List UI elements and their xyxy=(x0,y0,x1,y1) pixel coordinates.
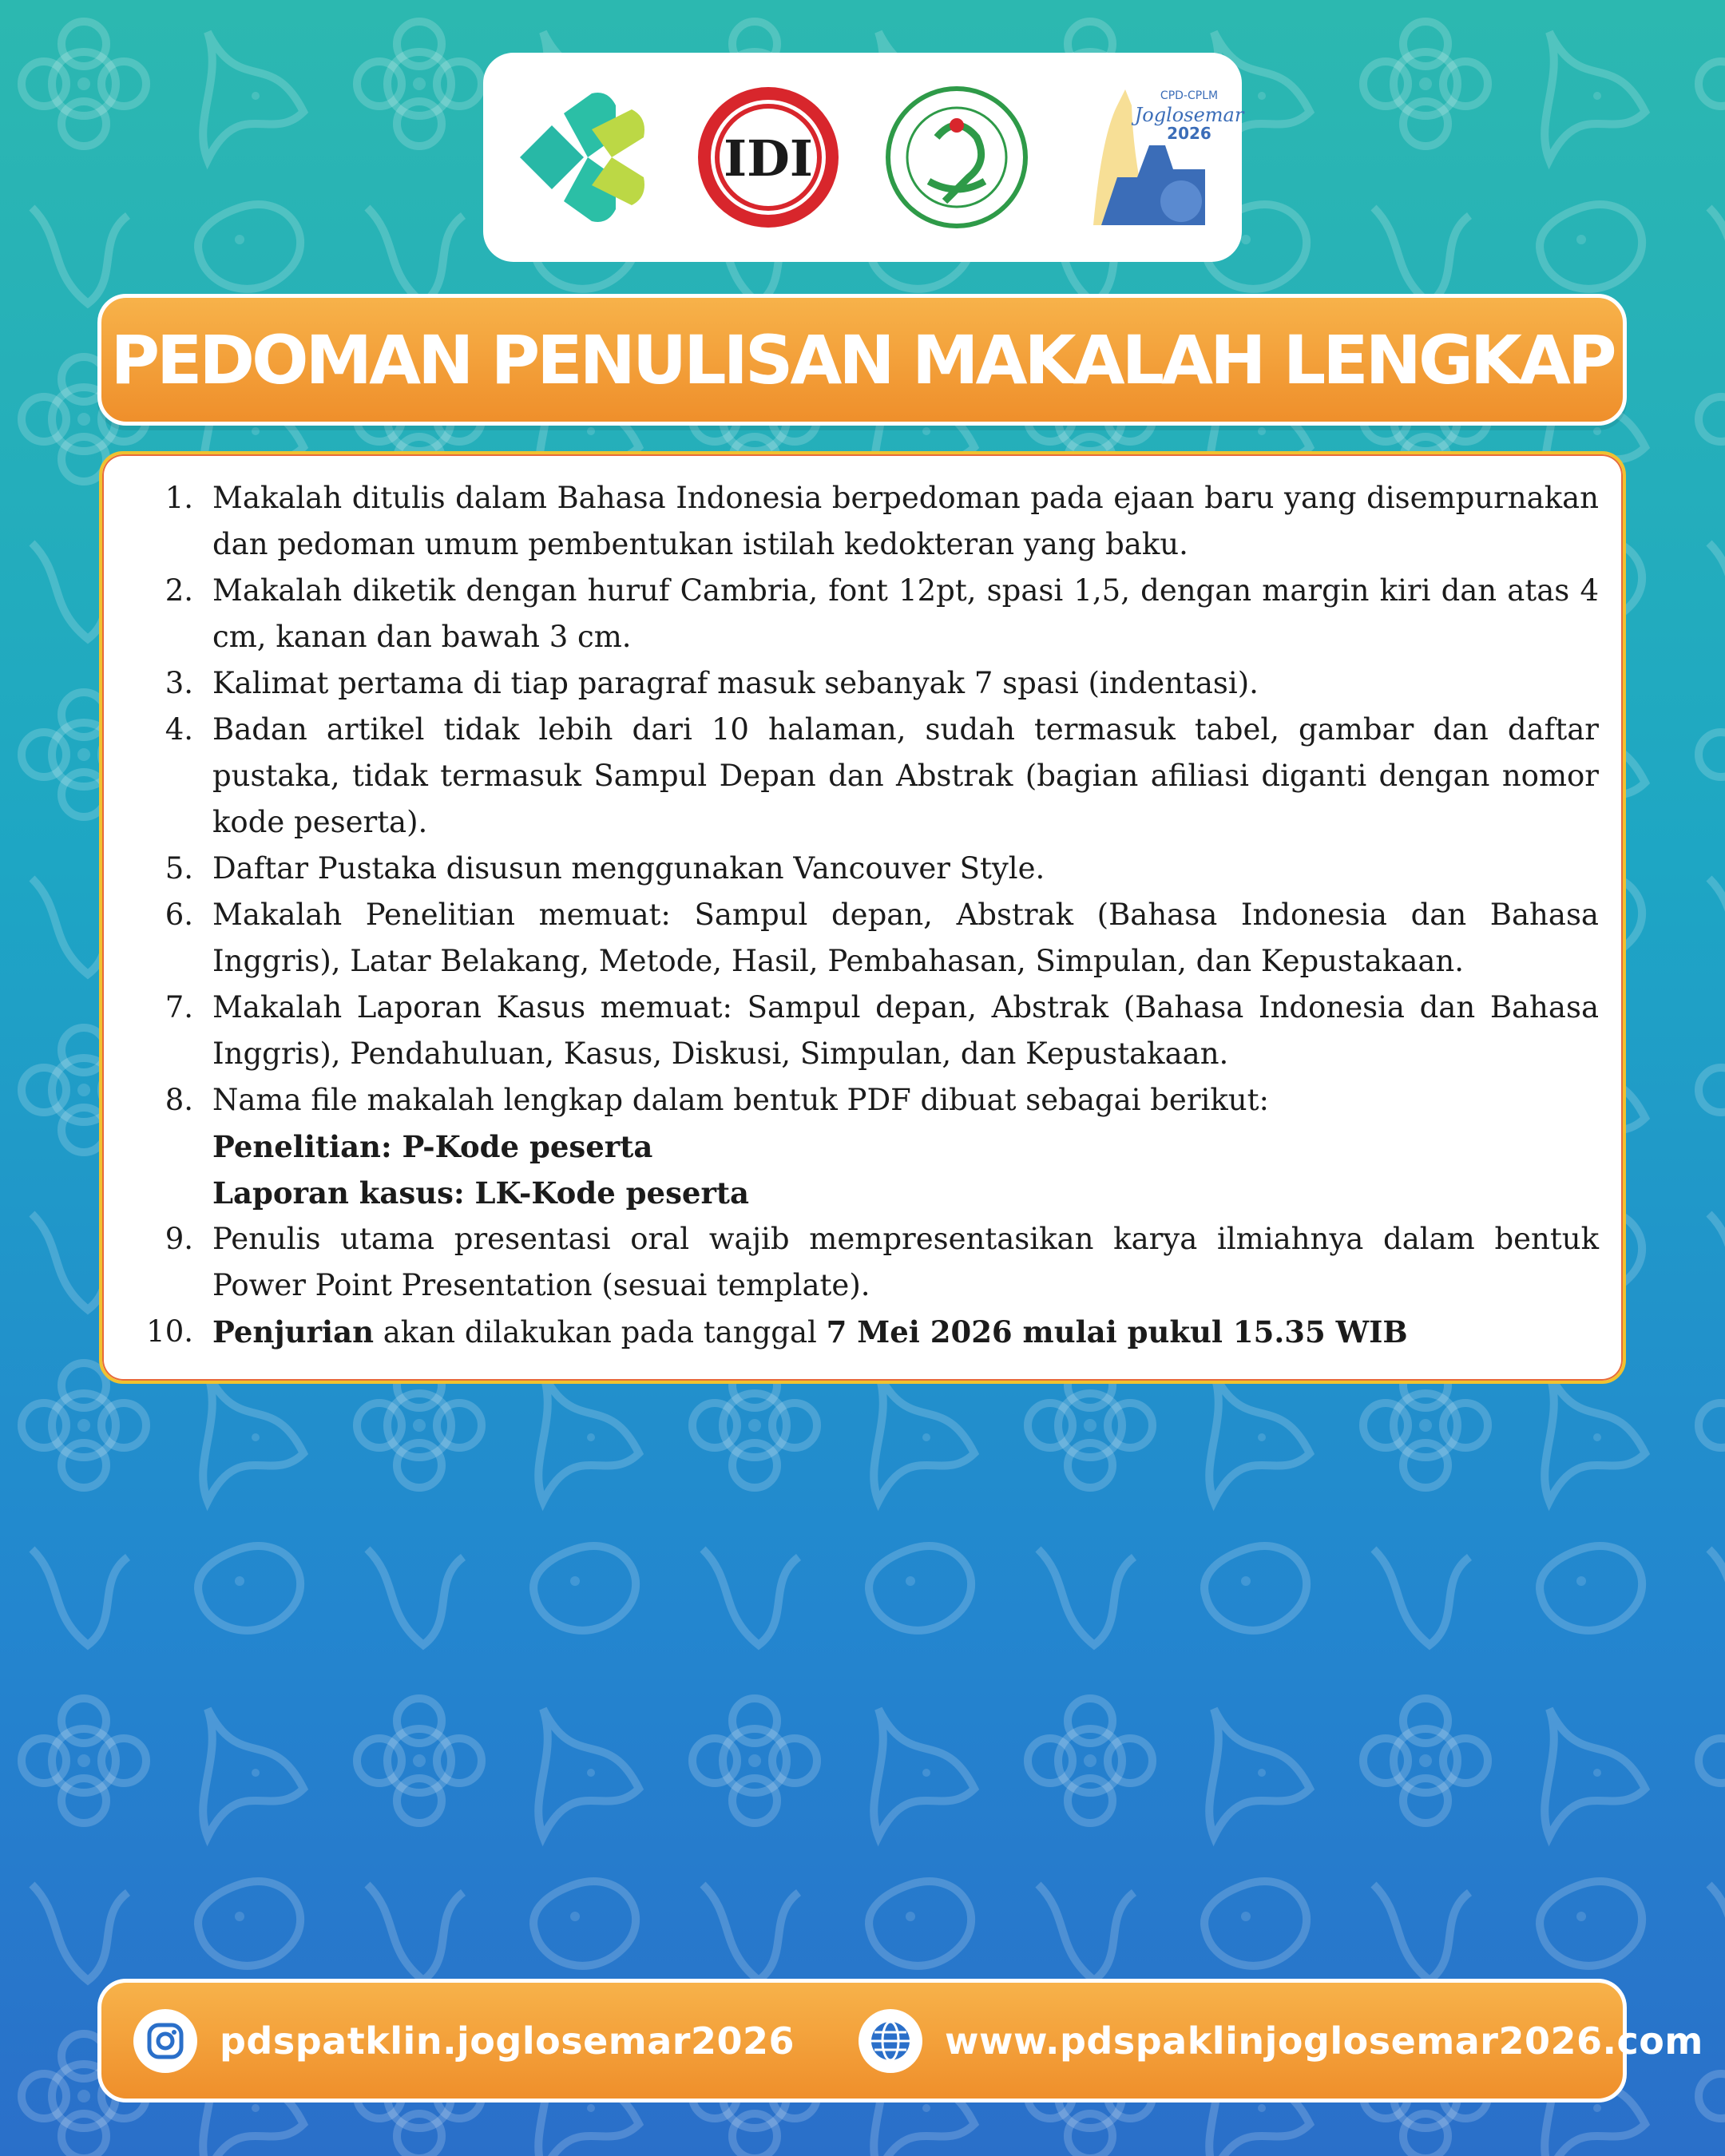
list-item xyxy=(126,475,1599,568)
judging-label: Penjurian xyxy=(212,1314,374,1349)
list-item xyxy=(126,707,1599,846)
list-number: 9. xyxy=(165,1222,193,1256)
list-number: 10. xyxy=(146,1314,193,1349)
list-number: 1. xyxy=(165,481,193,515)
filename-format-penelitian: Penelitian: P-Kode peserta xyxy=(212,1129,653,1164)
list-number: 5. xyxy=(165,851,193,886)
list-text: Nama file makalah lengkap dalam bentuk PDF dibuat sebagai berikut: xyxy=(212,1083,1269,1117)
svg-text:IDI: IDI xyxy=(724,129,813,188)
list-number: 7. xyxy=(165,990,193,1024)
list-text: Makalah ditulis dalam Bahasa Indonesia berpedoman pada ejaan baru yang disempurnakan dan pedoman umum pembentukan istilah kedokteran yang baku. xyxy=(212,481,1599,561)
idi-icon xyxy=(692,81,844,233)
svg-text:CPD-CPLM: CPD-CPLM xyxy=(1160,89,1219,102)
list-number: 3. xyxy=(165,666,193,700)
list-item xyxy=(126,1216,1599,1309)
guidelines-card xyxy=(99,451,1626,1384)
kemenkes-icon xyxy=(504,81,656,233)
title-banner xyxy=(97,294,1627,426)
list-item xyxy=(126,892,1599,985)
list-item xyxy=(126,1077,1599,1216)
list-text: Penulis utama presentasi oral wajib mempresentasikan karya ilmiahnya dalam bentuk Power Point Presentation (sesuai template). xyxy=(212,1222,1599,1302)
footer-bar xyxy=(97,1979,1703,2102)
guidelines-list xyxy=(126,475,1599,1356)
list-text: Kalimat pertama di tiap paragraf masuk sebanyak 7 spasi (indentasi). xyxy=(212,666,1259,700)
svg-text:2026: 2026 xyxy=(1167,124,1211,143)
list-text: Makalah diketik dengan huruf Cambria, font 12pt, spasi 1,5, dengan margin kiri dan atas 4 cm, kanan dan bawah 3 cm. xyxy=(212,573,1599,654)
list-item xyxy=(126,985,1599,1077)
list-item xyxy=(126,568,1599,660)
list-text: akan dilakukan pada tanggal xyxy=(373,1315,827,1349)
list-item xyxy=(126,846,1599,892)
list-number: 8. xyxy=(165,1083,193,1117)
list-number: 2. xyxy=(165,573,193,608)
list-number: 4. xyxy=(165,712,193,747)
instagram-handle: pdspatklin.joglosemar2026 xyxy=(220,2019,795,2063)
pdspatklin-icon xyxy=(881,81,1033,233)
list-item xyxy=(126,660,1599,707)
list-item xyxy=(126,1309,1599,1356)
logo-bar xyxy=(483,53,1242,262)
list-text: Makalah Laporan Kasus memuat: Sampul depan, Abstrak (Bahasa Indonesia dan Bahasa Inggris), Pendahuluan, Kasus, Diskusi, Simpulan, dan Kepustakaan. xyxy=(212,990,1599,1071)
judging-datetime: 7 Mei 2026 mulai pukul 15.35 WIB xyxy=(826,1314,1408,1349)
svg-text:Joglosemar: Joglosemar xyxy=(1134,104,1244,126)
instagram-link[interactable] xyxy=(133,2009,795,2073)
website-url: www.pdspaklinjoglosemar2026.com xyxy=(944,2019,1703,2063)
list-text: Makalah Penelitian memuat: Sampul depan, Abstrak (Bahasa Indonesia dan Bahasa Inggris), Latar Belakang, Metode, Hasil, Pembahasan, Simpulan, dan Kepustakaan. xyxy=(212,898,1599,978)
website-link[interactable] xyxy=(859,2009,1703,2073)
joglosemar-icon xyxy=(1069,81,1244,233)
filename-format-laporan-kasus: Laporan kasus: LK-Kode peserta xyxy=(212,1175,749,1211)
list-text: Badan artikel tidak lebih dari 10 halaman, sudah termasuk tabel, gambar dan daftar pustaka, tidak termasuk Sampul Depan dan Abstrak (bagian afiliasi diganti dengan nomor kode peserta). xyxy=(212,712,1599,839)
list-text: Daftar Pustaka disusun menggunakan Vancouver Style. xyxy=(212,851,1045,886)
globe-icon xyxy=(859,2009,922,2073)
page-title: PEDOMAN PENULISAN MAKALAH LENGKAP xyxy=(110,320,1614,399)
list-number: 6. xyxy=(165,898,193,932)
instagram-icon xyxy=(133,2009,197,2073)
